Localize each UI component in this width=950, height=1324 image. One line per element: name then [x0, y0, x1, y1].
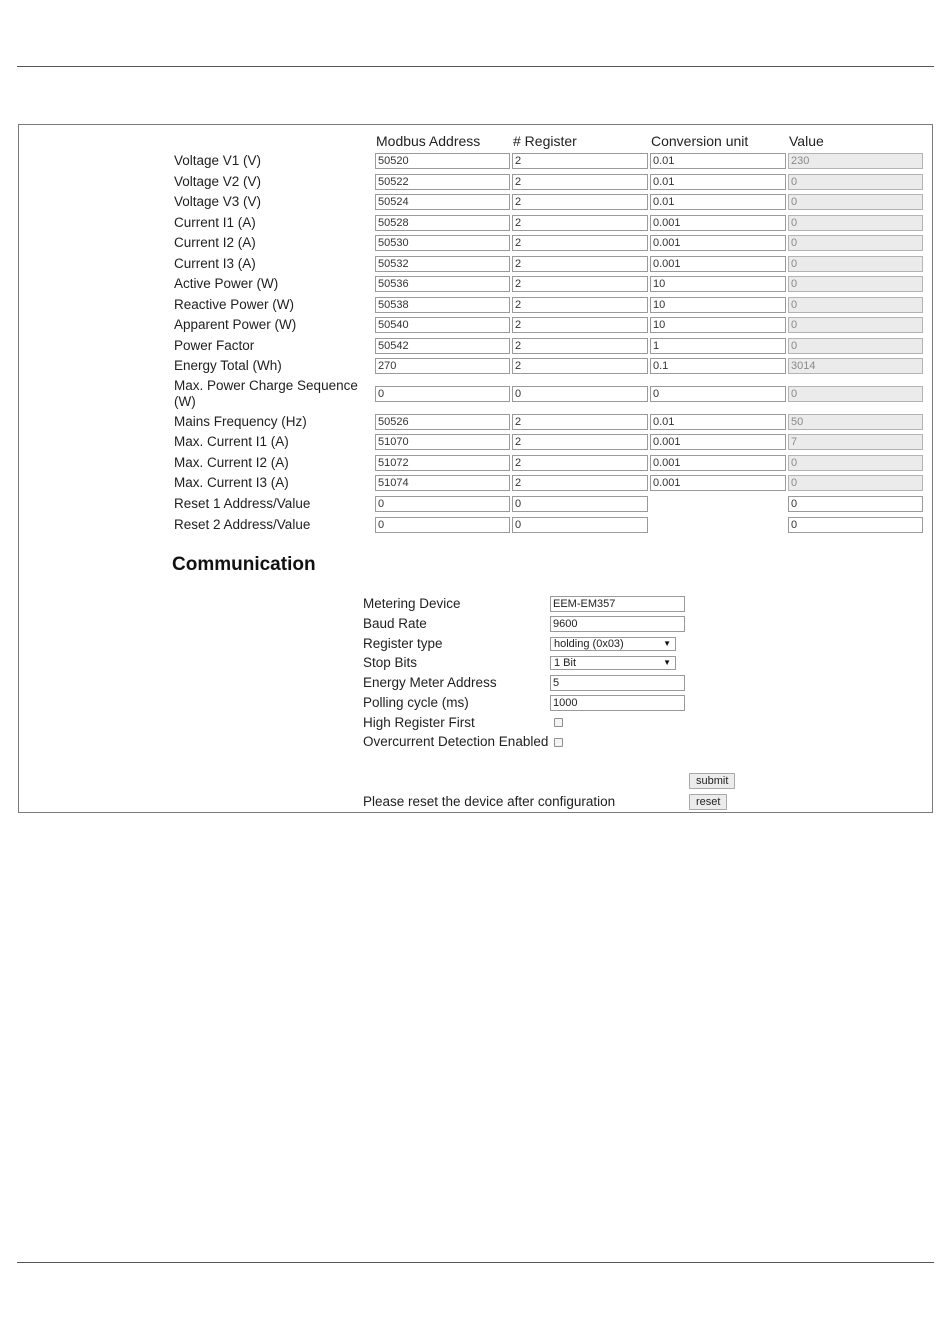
register-input[interactable] [512, 338, 648, 354]
register-input[interactable] [512, 455, 648, 471]
register-input[interactable] [512, 235, 648, 251]
value-field [788, 215, 923, 231]
stop-bits-value: 1 Bit [554, 657, 577, 669]
row-label: Max. Current I2 (A) [174, 455, 289, 470]
reset-2-address-input[interactable] [375, 517, 510, 533]
reset-2-register-input[interactable] [512, 517, 648, 533]
high-register-first-label: High Register First [363, 715, 475, 730]
baud-rate-input[interactable] [550, 616, 685, 632]
meter-address-input[interactable] [550, 675, 685, 691]
row-label: Max. Current I3 (A) [174, 475, 289, 490]
conversion-input[interactable] [650, 215, 786, 231]
row-label: Voltage V1 (V) [174, 153, 262, 168]
polling-cycle-label: Polling cycle (ms) [363, 695, 469, 710]
reset-note: Please reset the device after configuration [363, 794, 616, 809]
register-input[interactable] [512, 434, 648, 450]
address-input[interactable] [375, 174, 510, 190]
row-label: Energy Total (Wh) [174, 358, 282, 373]
value-field [788, 386, 923, 402]
conversion-input[interactable] [650, 317, 786, 333]
conversion-input[interactable] [650, 153, 786, 169]
register-input[interactable] [512, 256, 648, 272]
row-label: Reactive Power (W) [174, 297, 295, 312]
stop-bits-label: Stop Bits [363, 655, 418, 670]
address-input[interactable] [375, 414, 510, 430]
register-type-value: holding (0x03) [554, 638, 624, 650]
row-label: Current I2 (A) [174, 235, 256, 250]
conversion-input[interactable] [650, 414, 786, 430]
address-input[interactable] [375, 153, 510, 169]
address-input[interactable] [375, 194, 510, 210]
value-field [788, 256, 923, 272]
value-field [788, 297, 923, 313]
value-field [788, 174, 923, 190]
register-input[interactable] [512, 317, 648, 333]
row-label: Max. Power Charge Sequence (W) [174, 378, 358, 409]
address-input[interactable] [375, 256, 510, 272]
header-conversion-unit: Conversion unit [651, 133, 749, 149]
conversion-input[interactable] [650, 276, 786, 292]
meter-address-label: Energy Meter Address [363, 675, 497, 690]
value-field [788, 414, 923, 430]
communication-title: Communication [172, 554, 316, 575]
row-label: Voltage V3 (V) [174, 194, 262, 209]
register-input[interactable] [512, 297, 648, 313]
polling-cycle-input[interactable] [550, 695, 685, 711]
value-field [788, 475, 923, 491]
register-input[interactable] [512, 215, 648, 231]
conversion-input[interactable] [650, 194, 786, 210]
row-label: Power Factor [174, 338, 255, 353]
conversion-input[interactable] [650, 297, 786, 313]
address-input[interactable] [375, 475, 510, 491]
reset-button[interactable]: reset [689, 794, 727, 810]
metering-device-label: Metering Device [363, 596, 461, 611]
reset-1-address-input[interactable] [375, 496, 510, 512]
value-field [788, 276, 923, 292]
submit-button[interactable]: submit [689, 773, 735, 789]
register-input[interactable] [512, 414, 648, 430]
value-field [788, 358, 923, 374]
register-input[interactable] [512, 475, 648, 491]
row-label: Max. Current I1 (A) [174, 434, 289, 449]
value-field [788, 235, 923, 251]
register-input[interactable] [512, 358, 648, 374]
value-field [788, 455, 923, 471]
address-input[interactable] [375, 386, 510, 402]
conversion-input[interactable] [650, 475, 786, 491]
value-field [788, 194, 923, 210]
register-input[interactable] [512, 386, 648, 402]
row-label: Active Power (W) [174, 276, 279, 291]
register-type-select[interactable] [550, 637, 676, 651]
address-input[interactable] [375, 338, 510, 354]
stop-bits-select[interactable] [550, 656, 676, 670]
row-label: Mains Frequency (Hz) [174, 414, 307, 429]
address-input[interactable] [375, 455, 510, 471]
conversion-input[interactable] [650, 256, 786, 272]
header-value: Value [789, 133, 824, 149]
register-type-label: Register type [363, 636, 443, 651]
top-divider [17, 66, 934, 67]
overcurrent-detection-label: Overcurrent Detection Enabled [363, 734, 549, 749]
header-modbus-address: Modbus Address [376, 133, 481, 149]
overcurrent-detection-checkbox[interactable] [554, 738, 563, 747]
header-register: # Register [513, 133, 577, 149]
value-field [788, 317, 923, 333]
row-label: Apparent Power (W) [174, 317, 297, 332]
conversion-input[interactable] [650, 174, 786, 190]
value-field [788, 434, 923, 450]
conversion-input[interactable] [650, 455, 786, 471]
conversion-input[interactable] [650, 434, 786, 450]
reset-1-label: Reset 1 Address/Value [174, 496, 311, 511]
register-input[interactable] [512, 153, 648, 169]
reset-2-label: Reset 2 Address/Value [174, 517, 311, 532]
register-input[interactable] [512, 174, 648, 190]
reset-1-register-input[interactable] [512, 496, 648, 512]
reset-2-value-input[interactable] [788, 517, 923, 533]
bottom-divider [17, 1262, 934, 1263]
address-input[interactable] [375, 235, 510, 251]
reset-1-value-input[interactable] [788, 496, 923, 512]
metering-device-input[interactable] [550, 596, 685, 612]
chevron-down-icon: ▼ [663, 658, 671, 667]
conversion-input[interactable] [650, 358, 786, 374]
address-input[interactable] [375, 317, 510, 333]
row-label: Voltage V2 (V) [174, 174, 262, 189]
high-register-first-checkbox[interactable] [554, 718, 563, 727]
value-field [788, 153, 923, 169]
row-label: Current I1 (A) [174, 215, 256, 230]
address-input[interactable] [375, 297, 510, 313]
register-input[interactable] [512, 276, 648, 292]
address-input[interactable] [375, 358, 510, 374]
register-input[interactable] [512, 194, 648, 210]
address-input[interactable] [375, 434, 510, 450]
conversion-input[interactable] [650, 338, 786, 354]
address-input[interactable] [375, 215, 510, 231]
baud-rate-label: Baud Rate [363, 616, 427, 631]
row-label: Current I3 (A) [174, 256, 256, 271]
conversion-input[interactable] [650, 386, 786, 402]
value-field [788, 338, 923, 354]
address-input[interactable] [375, 276, 510, 292]
conversion-input[interactable] [650, 235, 786, 251]
chevron-down-icon: ▼ [663, 639, 671, 648]
